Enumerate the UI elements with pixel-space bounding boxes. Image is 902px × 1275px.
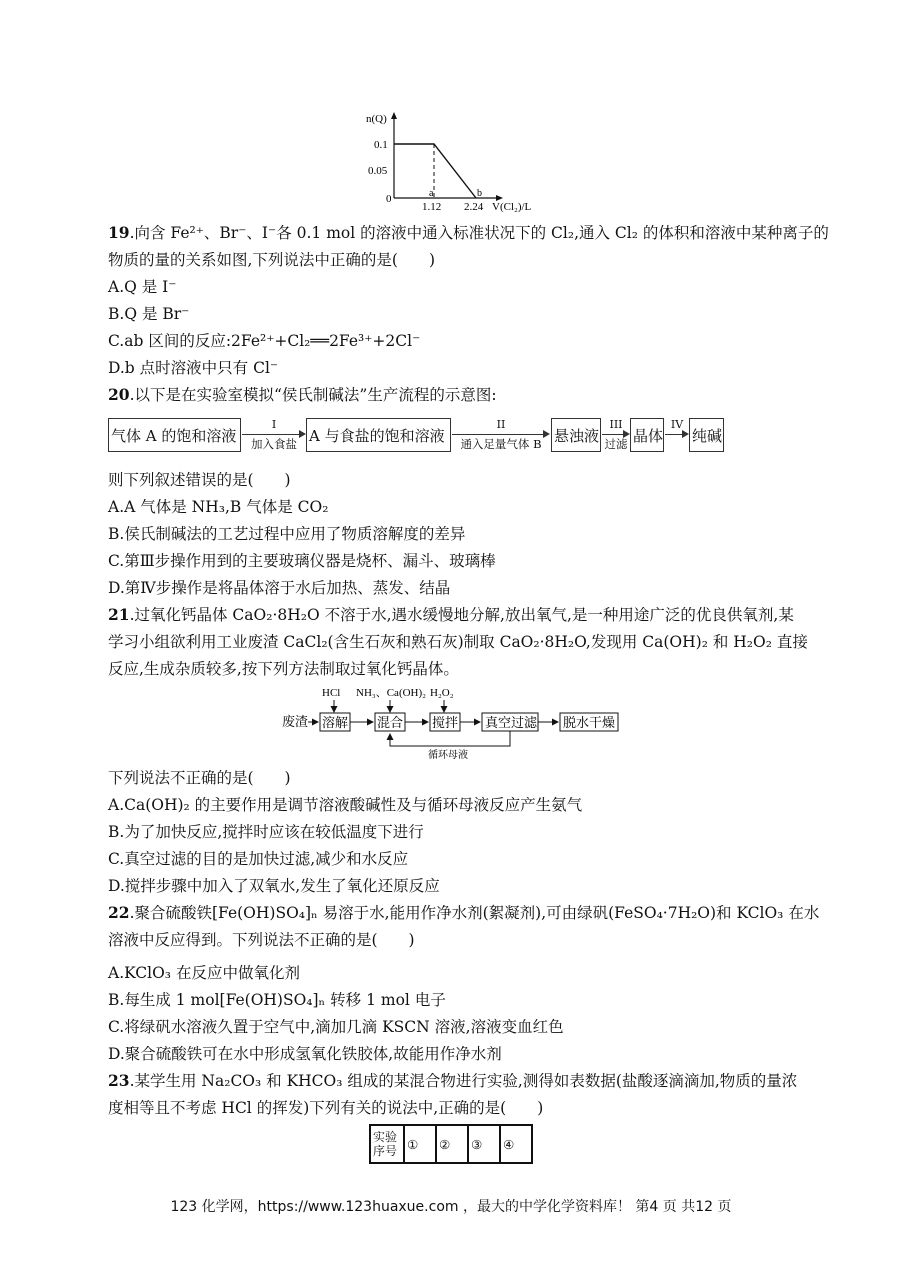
q21-stem-4: 下列说法不正确的是( )	[108, 769, 291, 787]
q21-box-stir: 搅拌	[432, 715, 459, 730]
q22-stem-line2: 溶液中反应得到。下列说法不正确的是( )	[108, 931, 415, 949]
q22-option-b: B.每生成 1 mol[Fe(OH)SO₄]ₙ 转移 1 mol 电子	[108, 991, 446, 1009]
q19-option-b: B.Q 是 Br⁻	[108, 305, 190, 323]
q22-option-d: D.聚合硫酸铁可在水中形成氢氧化铁胶体,故能用作净水剂	[108, 1045, 502, 1063]
table-header-cell: 实验序号	[370, 1125, 404, 1163]
q20-arrow-4: IV	[665, 418, 689, 452]
q20-number: 20	[108, 385, 130, 404]
q21-input-nh3-caoh2: NH₃、Ca(OH)₂	[356, 687, 426, 699]
q21-option-b: B.为了加快反应,搅拌时应该在较低温度下进行	[108, 823, 424, 841]
q20-option-d: D.第Ⅳ步操作是将晶体溶于水后加热、蒸发、结晶	[108, 579, 451, 597]
q19-ytick-01: 0.1	[374, 139, 388, 151]
q21-stem-line3: 反应,生成杂质较多,按下列方法制取过氧化钙晶体。	[108, 660, 459, 678]
q21-box-dehydrate-dry: 脱水干燥	[563, 715, 616, 730]
q20-arrow-2: II 通入足量气体 B	[452, 418, 550, 452]
q19-ytick-0: 0	[386, 193, 392, 205]
q21-number: 21	[108, 605, 130, 624]
q19-graph	[362, 110, 602, 220]
q20-option-b: B.侯氏制碱法的工艺过程中应用了物质溶解度的差异	[108, 525, 466, 543]
q21-option-a: A.Ca(OH)₂ 的主要作用是调节溶液酸碱性及与循环母液反应产生氨气	[108, 796, 583, 814]
q21-option-d: D.搅拌步骤中加入了双氧水,发生了氧化还原反应	[108, 877, 440, 895]
table-row	[370, 1125, 532, 1163]
q21-start-residue: 废渣	[282, 714, 309, 729]
q21-option-c: C.真空过滤的目的是加快过滤,减少和水反应	[108, 850, 409, 868]
q21-loop-label: 循环母液	[428, 750, 468, 761]
q19-xtick-112: 1.12	[422, 201, 442, 213]
q23-number: 23	[108, 1071, 130, 1090]
q19-stem-line1: 19.向含 Fe²⁺、Br⁻、I⁻各 0.1 mol 的溶液中通入标准状况下的 Cl₂,通入 Cl₂ 的体积和溶液中某种离子的	[108, 223, 829, 242]
q20-option-a: A.A 气体是 NH₃,B 气体是 CO₂	[108, 498, 329, 516]
q19-option-a: A.Q 是 I⁻	[108, 278, 177, 296]
q21-stem-line2: 学习小组欲利用工业废渣 CaCl₂(含生石灰和熟石灰)制取 CaO₂·8H₂O,发现用 Ca(OH)₂ 和 H₂O₂ 直接	[108, 633, 808, 651]
table-col-2: ②	[436, 1125, 468, 1163]
q21-input-hcl: HCl	[322, 687, 341, 699]
q19-ylabel: n(Q)	[366, 113, 387, 125]
q19-point-a: a	[429, 188, 434, 199]
q19-ytick-005: 0.05	[368, 165, 388, 177]
table-col-3: ③	[468, 1125, 500, 1163]
table-col-1: ①	[404, 1125, 436, 1163]
table-col-4: ④	[500, 1125, 532, 1163]
q21-box-dissolve: 溶解	[322, 715, 349, 730]
q20-arrow-1: I 加入食盐	[242, 418, 306, 452]
q22-stem-line1: 22.聚合硫酸铁[Fe(OH)SO₄]ₙ 易溶于水,能用作净水剂(絮凝剂),可由绿矾(FeSO₄·7H₂O)和 KClO₃ 在水	[108, 903, 820, 922]
q20-box-crystal: 晶体	[630, 418, 664, 452]
q21-input-h2o2: H₂O₂	[430, 687, 454, 699]
q20-option-c: C.第Ⅲ步操作用到的主要玻璃仪器是烧杯、漏斗、玻璃棒	[108, 552, 496, 570]
q19-point-b: b	[477, 188, 482, 199]
q20-stem: 20.以下是在实验室模拟“侯氏制碱法”生产流程的示意图:	[108, 385, 497, 404]
q21-box-vacuum-filter: 真空过滤	[485, 715, 538, 730]
q20-box-suspension: 悬浊液	[551, 418, 601, 452]
q21-box-mix: 混合	[377, 715, 404, 730]
q19-xlabel: V(Cl₂)/L	[492, 201, 532, 213]
q21-flowchart	[278, 684, 628, 762]
q19-option-d: D.b 点时溶液中只有 Cl⁻	[108, 359, 279, 377]
q20-box-soda-ash: 纯碱	[689, 418, 724, 452]
q19-stem-line2: 物质的量的关系如图,下列说法中正确的是( )	[108, 251, 436, 269]
q20-box-gas-a-solution: 气体 A 的饱和溶液	[108, 418, 241, 452]
q19-curve	[394, 144, 476, 198]
q23-stem-line2: 度相等且不考虑 HCl 的挥发)下列有关的说法中,正确的是( )	[108, 1099, 544, 1117]
q20-box-a-salt-solution: A 与食盐的饱和溶液	[306, 418, 451, 452]
q20-stem-2: 则下列叙述错误的是( )	[108, 471, 291, 489]
q22-option-c: C.将绿矾水溶液久置于空气中,滴加几滴 KSCN 溶液,溶液变血红色	[108, 1018, 564, 1036]
q19-option-c: C.ab 区间的反应:2Fe²⁺+Cl₂══2Fe³⁺+2Cl⁻	[108, 332, 421, 350]
q20-arrow-3: III 过滤	[602, 418, 630, 452]
q23-stem-line1: 23.某学生用 Na₂CO₃ 和 KHCO₃ 组成的某混合物进行实验,测得如表数据(盐酸逐滴滴加,物质的量浓	[108, 1071, 798, 1090]
q19-xtick-224: 2.24	[464, 201, 484, 213]
q23-data-table	[369, 1124, 533, 1164]
q22-number: 22	[108, 903, 130, 922]
q21-stem-line1: 21.过氧化钙晶体 CaO₂·8H₂O 不溶于水,遇水缓慢地分解,放出氧气,是一种用途广泛的优良供氧剂,某	[108, 605, 794, 624]
q19-number: 19	[108, 223, 130, 242]
page-footer: 123 化学网，https://www.123huaxue.com ，最大的中学化学资料库！ 第4 页 共12 页	[170, 1199, 732, 1215]
q22-option-a: A.KClO₃ 在反应中做氧化剂	[108, 964, 300, 982]
